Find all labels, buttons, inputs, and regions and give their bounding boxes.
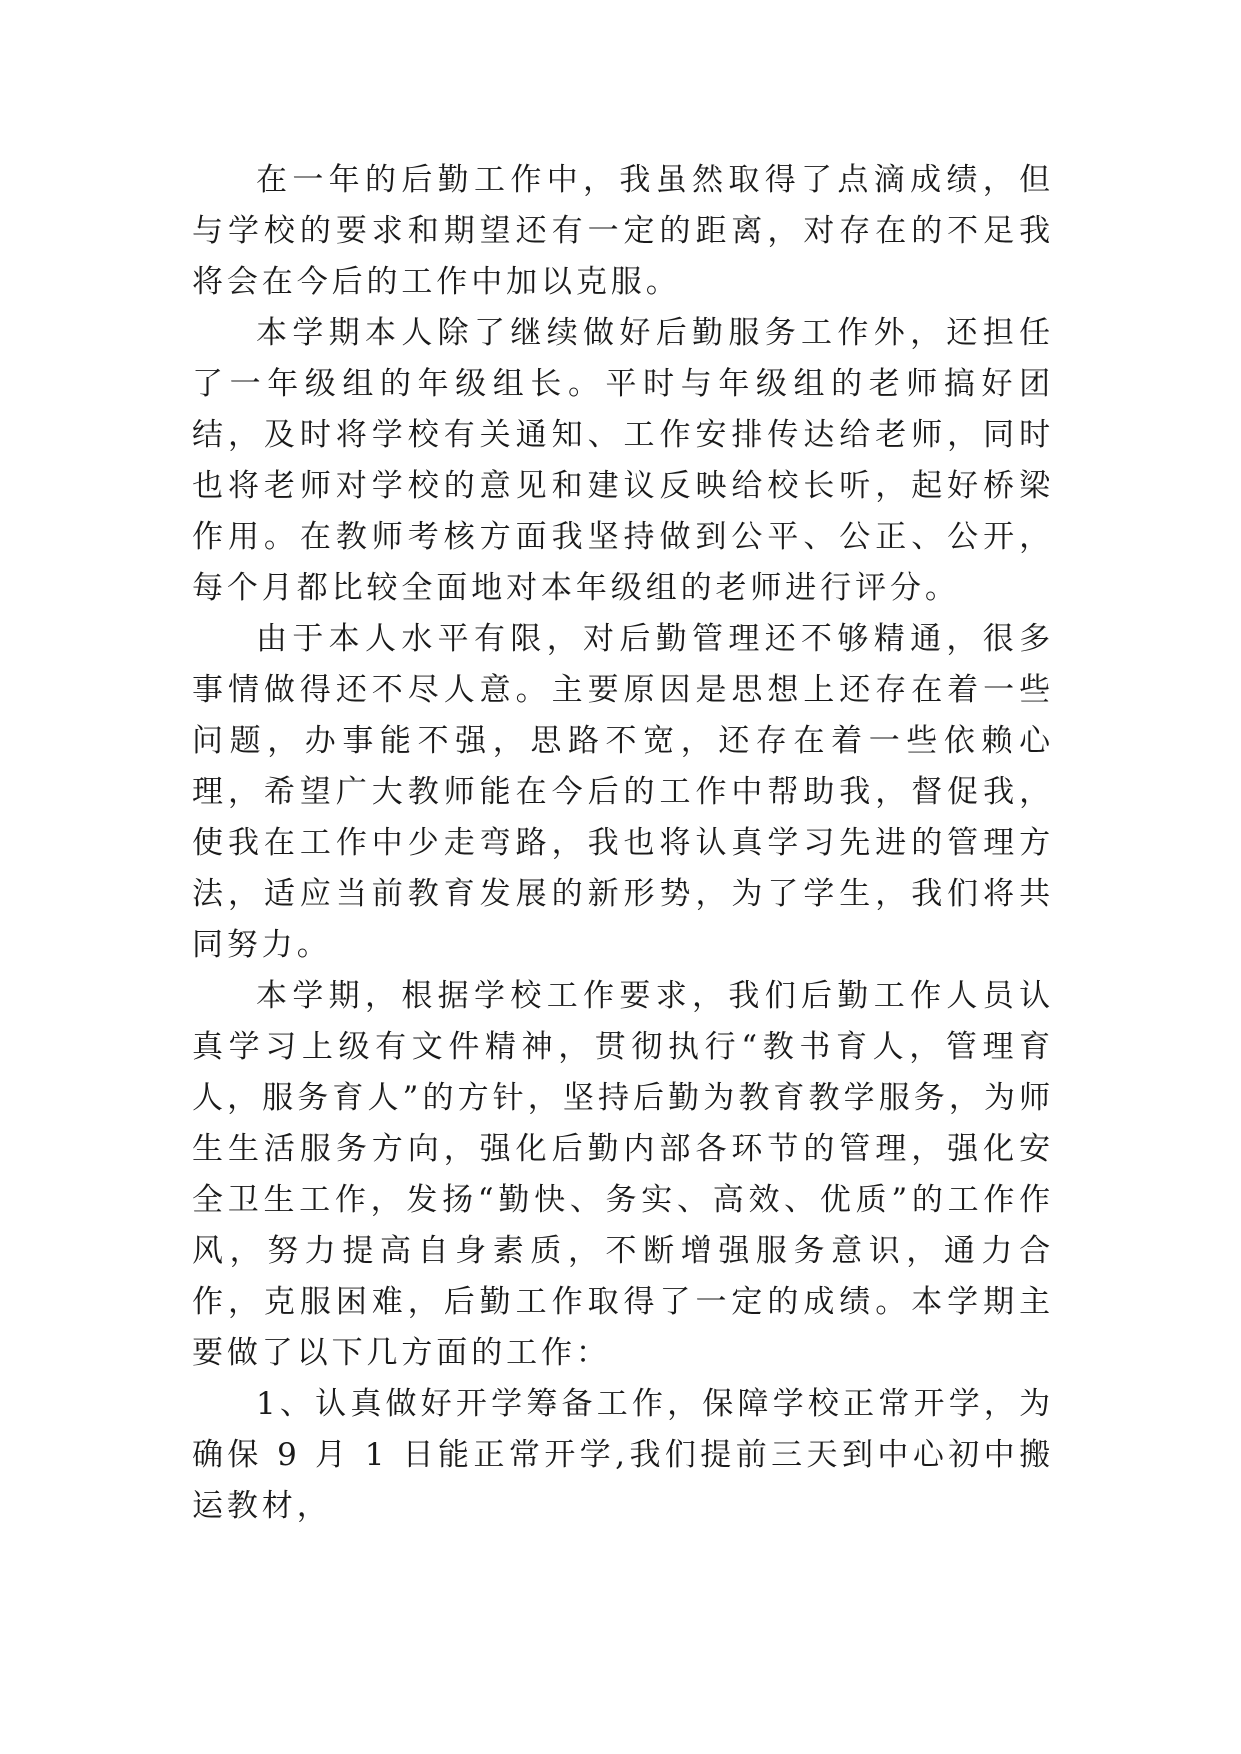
paragraph-5: 1、认真做好开学筹备工作，保障学校正常开学，为确保 9 月 1 日能正常开学,我们提前三天到中心初中搬运教材， [192, 1386, 1054, 1524]
paragraph-3: 由于本人水平有限，对后勤管理还不够精通，很多事情做得还不尽人意。主要原因是思想上还存在着一些问题，办事能不强，思路不宽，还存在着一些依赖心理，希望广大教师能在今后的工作中帮助我，督促我，使我在工作中少走弯路，我也将认真学习先进的管理方法，适应当前教育发展的新形势，为了学生，我们将共同努力。 [192, 621, 1054, 963]
paragraph-1: 在一年的后勤工作中，我虽然取得了点滴成绩，但与学校的要求和期望还有一定的距离，对存在的不足我将会在今后的工作中加以克服。 [192, 162, 1054, 300]
document-body [192, 155, 1054, 1532]
paragraph-4: 本学期，根据学校工作要求，我们后勤工作人员认真学习上级有文件精神，贯彻执行“教书育人，管理育人，服务育人”的方针，坚持后勤为教育教学服务，为师生生活服务方向，强化后勤内部各环节的管理，强化安全卫生工作，发扬“勤快、务实、高效、优质”的工作作风，努力提高自身素质，不断增强服务意识，通力合作，克服困难，后勤工作取得了一定的成绩。本学期主要做了以下几方面的工作： [192, 978, 1054, 1371]
paragraph-2: 本学期本人除了继续做好后勤服务工作外，还担任了一年级组的年级组长。平时与年级组的老师搞好团结，及时将学校有关通知、工作安排传达给老师，同时也将老师对学校的意见和建议反映给校长听，起好桥梁作用。在教师考核方面我坚持做到公平、公正、公开，每个月都比较全面地对本年级组的老师进行评分。 [192, 315, 1054, 606]
